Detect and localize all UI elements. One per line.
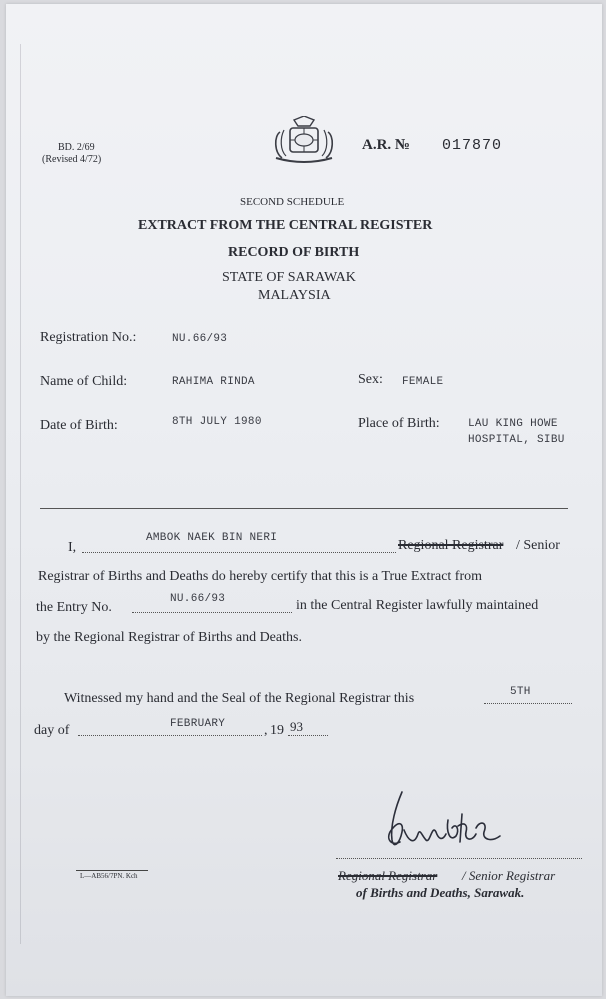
ar-number-label: A.R. № [362,137,410,153]
registrar-title-suffix: / Senior [516,538,560,553]
witness-month-line [78,735,262,736]
date-of-birth-label: Date of Birth: [40,418,118,433]
registrar-title-struck: Regional Registrar [398,538,504,553]
cert-line4: by the Regional Registrar of Births and Deaths. [36,630,302,645]
entry-number-value: NU.66/93 [170,593,226,605]
witness-year-value: 93 [290,719,303,734]
registrar-name: AMBOK NAEK BIN NERI [146,532,278,544]
witness-day-of: day of [34,723,70,738]
witness-year-prefix: 19 [270,723,284,738]
entry-suffix: in the Central Register lawfully maintained [296,598,539,613]
document-subtitle: RECORD OF BIRTH [228,245,360,260]
witness-year-line [288,735,328,736]
document-title: EXTRACT FROM THE CENTRAL REGISTER [138,218,433,233]
print-ref-line [76,870,148,871]
registration-label: Registration No.: [40,330,137,345]
witness-day-value: 5TH [510,686,531,698]
form-code: BD. 2/69 [58,142,95,153]
place-of-birth-line2: HOSPITAL, SIBU [468,434,565,446]
registrar-name-line [82,552,396,553]
place-of-birth-line1: LAU KING HOWE [468,418,558,430]
place-of-birth-label: Place of Birth: [358,416,440,431]
ar-number-value: 017870 [442,137,503,154]
witness-day-line [484,703,572,704]
malaysia-coat-of-arms-icon [270,116,338,166]
sign-title-struck: Regional Registrar [338,868,438,883]
section-divider [40,508,568,509]
signature-line [336,858,582,859]
entry-prefix: the Entry No. [36,600,112,615]
cert-i: I, [68,540,77,555]
child-name-value: RAHIMA RINDA [172,376,255,388]
cert-line2: Registrar of Births and Deaths do hereby certify that this is a True Extract from [38,569,483,584]
sign-title-line2: of Births and Deaths, Sarawak. [356,885,525,900]
form-revision: (Revised 4/72) [42,154,102,165]
entry-number-line [132,612,292,613]
print-reference: L—AB56/7PN. Kch [80,872,138,880]
state-heading: STATE OF SARAWAK [222,270,356,285]
sex-label: Sex: [358,372,383,387]
witness-month-value: FEBRUARY [170,718,226,730]
fold-line [20,44,21,944]
country-heading: MALAYSIA [258,288,331,303]
date-of-birth-value: 8TH JULY 1980 [172,416,262,428]
child-name-label: Name of Child: [40,374,128,389]
witness-comma: , [264,723,268,738]
certificate-page [6,4,602,996]
sign-title-suffix: / Senior Registrar [462,868,556,883]
schedule-heading: SECOND SCHEDULE [240,196,345,208]
sex-value: FEMALE [402,376,444,388]
registration-value: NU.66/93 [172,333,228,345]
witness-text: Witnessed my hand and the Seal of the Regional Registrar this [64,691,415,706]
registrar-signature-icon [372,784,512,864]
